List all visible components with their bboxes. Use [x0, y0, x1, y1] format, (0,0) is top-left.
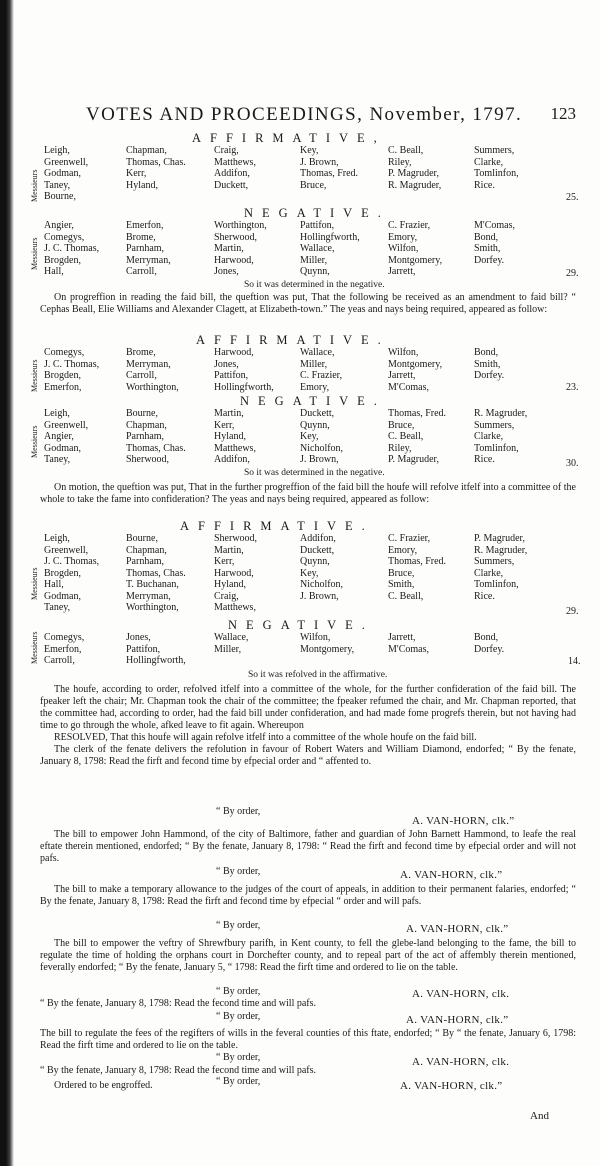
member-name: Bond, — [474, 347, 499, 358]
member-name: Martin, — [214, 408, 244, 419]
member-name: Greenwell, — [44, 156, 89, 168]
member-name: Hyland, — [126, 179, 158, 191]
name-column — [214, 632, 248, 655]
name-column — [474, 145, 519, 191]
vote3-negative-names — [44, 632, 584, 668]
by-order-5: “ By order, — [216, 1011, 261, 1022]
member-name: Emerfon, — [44, 643, 82, 655]
member-name: Key, — [300, 431, 319, 442]
name-column — [474, 533, 527, 602]
member-name: Summers, — [474, 419, 515, 431]
member-name: Addifon, — [214, 454, 250, 465]
member-name: Smith, — [388, 579, 415, 590]
member-name: Smith, — [474, 358, 501, 370]
name-column — [300, 145, 358, 191]
member-name: Parnham, — [126, 556, 165, 567]
name-column — [214, 408, 256, 466]
member-name: Key, — [300, 145, 319, 156]
member-name: J. Brown, — [300, 156, 339, 168]
member-name: Summers, — [474, 556, 515, 567]
member-name: Emerfon, — [126, 220, 164, 231]
member-name: Bruce, — [300, 179, 327, 191]
member-name: Hall, — [44, 266, 64, 277]
registers-bill-paragraph — [40, 1028, 576, 1052]
member-name: Hall, — [44, 579, 64, 590]
name-column — [388, 347, 442, 393]
member-name: Rice. — [474, 590, 495, 602]
member-name: Rice. — [474, 454, 495, 465]
name-column — [474, 220, 515, 266]
member-name: M'Comas, — [388, 381, 429, 393]
member-name: Miller, — [214, 643, 242, 655]
member-name: Wilfon, — [388, 347, 419, 358]
member-name: Craig, — [214, 590, 239, 602]
member-name: Comegys, — [44, 632, 85, 643]
member-name: C. Frazier, — [300, 370, 343, 381]
member-name: Dorfey. — [474, 254, 505, 266]
vote3-neg-messieurs: Messieurs — [30, 631, 39, 664]
member-name: Clarke, — [474, 431, 504, 442]
member-name: Jones, — [126, 632, 151, 643]
member-name: Carroll, — [126, 266, 157, 277]
by-order-2: “ By order, — [216, 866, 261, 877]
member-name: Worthington, — [214, 220, 267, 231]
member-name: C. Frazier, — [388, 533, 431, 544]
vote3-affirmative-count: 29. — [566, 606, 579, 617]
name-column — [126, 347, 179, 393]
name-column — [126, 220, 171, 278]
member-name: Godman, — [44, 442, 81, 454]
name-column — [300, 632, 354, 655]
member-name: Leigh, — [44, 533, 70, 544]
member-name: Emerfon, — [44, 381, 82, 393]
vote2-negative-names — [44, 408, 584, 468]
member-name: Harwood, — [214, 347, 254, 358]
senate-resolution-text: The clerk of the fenate delivers the refolution in favour of Robert Waters and William Diamond, endorfed; “ By the fenate, January 8, 1798: Read the firft and fecond time by efpecial order and “ affented to. — [40, 744, 576, 767]
member-name: R. Magruder, — [474, 544, 528, 556]
by-order-1: “ By order, — [216, 806, 261, 817]
member-name: Comegys, — [44, 347, 85, 358]
vote2-result: So it was determined in the negative. — [244, 468, 385, 478]
member-name: Riley, — [388, 442, 412, 454]
member-name: R. Magruder, — [388, 179, 442, 191]
member-name: P. Magruder, — [474, 533, 525, 544]
vote3-aff-messieurs: Messieurs — [30, 567, 39, 600]
member-name: Taney, — [44, 179, 71, 191]
member-name: Addifon, — [214, 168, 250, 179]
member-name: Merryman, — [126, 358, 171, 370]
vote2-affirmative-count: 23. — [566, 382, 579, 393]
vote3-result: So it was refolved in the affirmative. — [248, 670, 388, 680]
name-column — [388, 220, 442, 278]
member-name: Smith, — [474, 243, 501, 254]
name-column — [214, 220, 267, 278]
member-name: Emory, — [388, 231, 418, 243]
amendment-text: On progreffion in reading the faid bill, the queftion was put, That the following be received as an amendment to faid bill? “ Cephas Beall, Elie Williams and Alexander Clagett, at Elizabeth-town.” The yeas and nays being required, appeared as follow: — [40, 292, 576, 315]
motion-paragraph — [40, 482, 576, 506]
member-name: Chapman, — [126, 544, 167, 556]
member-name: Miller, — [300, 358, 328, 370]
member-name: R. Magruder, — [474, 408, 528, 419]
member-name: Angier, — [44, 220, 74, 231]
member-name: Bruce, — [388, 567, 415, 579]
member-name: Brogden, — [44, 567, 81, 579]
member-name: T. Buchanan, — [126, 579, 179, 590]
member-name: Matthews, — [214, 442, 256, 454]
name-column — [214, 145, 256, 191]
member-name: P. Magruder, — [388, 168, 439, 179]
signature-2: A. VAN-HORN, clk.” — [400, 869, 503, 881]
name-column — [388, 408, 446, 466]
member-name: Summers, — [474, 145, 515, 156]
member-name: Jarrett, — [388, 266, 416, 277]
member-name: Dorfey. — [474, 370, 505, 381]
read-second-time-line: “ By the fenate, January 8, 1798: Read the fecond time and will pafs. — [40, 998, 317, 1009]
member-name: Riley, — [388, 156, 412, 168]
vote1-result: So it was determined in the negative. — [244, 280, 385, 290]
member-name: Sherwood, — [214, 533, 258, 544]
member-name: Comegys, — [44, 231, 85, 243]
member-name: Key, — [300, 567, 319, 579]
signature-6: A. VAN-HORN, clk. — [412, 1056, 510, 1068]
member-name: Brogden, — [44, 370, 81, 381]
resolved-text: RESOLVED, That this houfe will again refolve itfelf into a committee of the whole houfe on the faid bill. — [54, 732, 477, 743]
member-name: Wilfon, — [388, 243, 419, 254]
member-name: Wallace, — [300, 243, 335, 254]
vote2-negative-count: 30. — [566, 458, 579, 469]
member-name: Tomlinfon, — [474, 579, 519, 590]
by-order-6: “ By order, — [216, 1052, 261, 1063]
member-name: Nicholfon, — [300, 442, 344, 454]
vote2-affirmative-names — [44, 347, 584, 395]
member-name: C. Beall, — [388, 145, 424, 156]
ordered-engrossed: Ordered to be engroffed. — [54, 1080, 153, 1091]
member-name: Miller, — [300, 254, 328, 266]
member-name: Leigh, — [44, 408, 70, 419]
name-column — [44, 347, 99, 393]
member-name: Hollingfworth, — [300, 231, 360, 243]
name-column — [214, 533, 257, 614]
shrewsbury-bill-paragraph — [40, 938, 576, 974]
vote2-affirmative-heading: AFFIRMATIVE. — [196, 333, 390, 347]
member-name: Pattifon, — [214, 370, 249, 381]
name-column — [44, 533, 99, 614]
member-name: Quynn, — [300, 419, 330, 431]
member-name: M'Comas, — [388, 643, 429, 655]
vote1-affirmative-count: 25. — [566, 192, 579, 203]
name-column — [388, 533, 446, 602]
name-column — [44, 408, 88, 466]
member-name: Martin, — [214, 243, 244, 254]
signature-1: A. VAN-HORN, clk.” — [412, 815, 515, 827]
member-name: Greenwell, — [44, 419, 89, 431]
name-column — [126, 408, 186, 466]
signature-5: A. VAN-HORN, clk.” — [406, 1014, 509, 1026]
catchword: And — [530, 1110, 549, 1122]
member-name: Merryman, — [126, 590, 171, 602]
name-column — [388, 145, 441, 191]
running-header — [86, 104, 576, 130]
member-name: J. Brown, — [300, 454, 339, 465]
member-name: Bond, — [474, 632, 499, 643]
member-name: Tomlinfon, — [474, 168, 519, 179]
member-name: Kerr, — [126, 168, 147, 179]
vote3-negative-count: 14. — [568, 656, 581, 667]
member-name: Martin, — [214, 544, 244, 556]
judges-bill-text: The bill to make a temporary allowance to the judges of the court of appeals, in addition to their permanent falaries, endorfed; “ By the fenate, January 8, 1798: Read the firft and fecond time by efpecial “ order and will pafs. — [40, 884, 576, 907]
member-name: Hollingfworth, — [214, 381, 274, 393]
member-name: J. C. Thomas, — [44, 243, 100, 254]
member-name: Thomas, Chas. — [126, 156, 186, 168]
vote1-negative-heading: NEGATIVE. — [244, 206, 390, 220]
member-name: Duckett, — [214, 179, 249, 191]
hammond-bill-paragraph — [40, 829, 576, 865]
member-name: Pattifon, — [126, 643, 161, 655]
committee-text: The houfe, according to order, refolved itfelf into a committee of the whole, for the further confideration of the faid bill. The fpeaker left the chair; Mr. Chapman took the chair of the committee; the fpeaker refumed the chair, and Mr. Chapman reported, that the committee had, according to order, had the faid bill under confideration, and had made fome progrefs therein, but not having had time to go through the whole, afked leave to fit again. Whereupon — [40, 684, 576, 731]
member-name: C. Frazier, — [388, 220, 431, 231]
name-column — [126, 632, 186, 667]
name-column — [126, 145, 186, 191]
member-name: Taney, — [44, 602, 71, 613]
member-name: Greenwell, — [44, 544, 89, 556]
header-title: VOTES AND PROCEEDINGS, November, 1797. — [86, 104, 523, 125]
member-name: Worthington, — [126, 381, 179, 393]
member-name: Kerr, — [214, 556, 235, 567]
member-name: Thomas, Chas. — [126, 567, 186, 579]
member-name: Jarrett, — [388, 370, 416, 381]
member-name: Hollingfworth, — [126, 655, 186, 666]
member-name: Thomas, Chas. — [126, 442, 186, 454]
member-name: Montgomery, — [388, 358, 443, 370]
member-name: Jarrett, — [388, 632, 416, 643]
vote1-negative-count: 29. — [566, 268, 579, 279]
member-name: Thomas, Fred. — [300, 168, 359, 179]
member-name: Rice. — [474, 179, 495, 191]
member-name: Pattifon, — [300, 220, 335, 231]
member-name: Kerr, — [214, 419, 235, 431]
signature-3: A. VAN-HORN, clk.” — [406, 923, 509, 935]
name-column — [474, 632, 504, 655]
member-name: Chapman, — [126, 145, 167, 156]
member-name: Sherwood, — [214, 231, 258, 243]
member-name: Harwood, — [214, 254, 254, 266]
member-name: Parnham, — [126, 431, 165, 442]
member-name: Angier, — [44, 431, 74, 442]
member-name: Jones, — [214, 358, 239, 370]
member-name: J. C. Thomas, — [44, 358, 100, 370]
member-name: Bourne, — [44, 191, 76, 202]
name-column — [44, 145, 88, 203]
name-column — [474, 347, 504, 382]
registers-bill-text: The bill to regulate the fees of the regifters of wills in the feveral counties of this ftate, endorfed; “ By “ the fenate, January 6, 1798: Read the firft time and ordered to lie on the table. — [40, 1028, 576, 1051]
judges-bill-paragraph — [40, 884, 576, 908]
page-binding-shadow — [0, 0, 14, 1166]
member-name: Wilfon, — [300, 632, 331, 643]
member-name: C. Beall, — [388, 590, 424, 602]
member-name: Brogden, — [44, 254, 81, 266]
name-column — [44, 220, 99, 278]
member-name: Brome, — [126, 231, 156, 243]
member-name: Bruce, — [388, 419, 415, 431]
page-number: 123 — [550, 104, 576, 123]
member-name: Godman, — [44, 168, 81, 179]
amendment-paragraph — [40, 292, 576, 316]
member-name: Parnham, — [126, 243, 165, 254]
vote1-neg-messieurs: Messieurs — [30, 237, 39, 270]
member-name: Merryman, — [126, 254, 171, 266]
member-name: Duckett, — [300, 544, 335, 556]
member-name: M'Comas, — [474, 220, 515, 231]
member-name: Chapman, — [126, 419, 167, 431]
member-name: Thomas, Fred. — [388, 556, 447, 567]
vote1-aff-messieurs: Messieurs — [30, 169, 39, 202]
vote1-negative-names — [44, 220, 584, 280]
name-column — [300, 220, 360, 278]
member-name: Montgomery, — [388, 254, 443, 266]
signature-7: A. VAN-HORN, clk.” — [400, 1080, 503, 1092]
member-name: Quynn, — [300, 266, 330, 277]
member-name: Hyland, — [214, 579, 246, 590]
motion-text: On motion, the queftion was put, That in the further progreffion of the faid bill the houfe will refolve itfelf into a committee of the whole to take the fame into confideration? The yeas and nays being required, appeared as follow: — [40, 482, 576, 505]
member-name: P. Magruder, — [388, 454, 439, 465]
member-name: Quynn, — [300, 556, 330, 567]
vote2-neg-messieurs: Messieurs — [30, 425, 39, 458]
member-name: Taney, — [44, 454, 71, 465]
committee-paragraph — [40, 684, 576, 768]
member-name: Tomlinfon, — [474, 442, 519, 454]
member-name: Clarke, — [474, 156, 504, 168]
member-name: Montgomery, — [300, 643, 355, 655]
member-name: Bourne, — [126, 533, 158, 544]
vote1-affirmative-names — [44, 145, 584, 205]
name-column — [214, 347, 274, 393]
vote2-negative-heading: NEGATIVE. — [240, 394, 386, 408]
read-second-time-line-2: “ By the fenate, January 8, 1798: Read the fecond time and will pafs. — [40, 1065, 317, 1076]
member-name: Matthews, — [214, 156, 256, 168]
member-name: Carroll, — [126, 370, 157, 381]
name-column — [126, 533, 186, 614]
vote3-negative-heading: NEGATIVE. — [228, 618, 374, 632]
hammond-bill-text: The bill to empower John Hammond, of the city of Baltimore, father and guardian of John Barnett Hammond, to leafe the real eftate therein mentioned, endorfed; “ By the fenate, January 8, 1798: “ Read the firft and fecond time by efpecial order and will not pafs. — [40, 829, 576, 864]
member-name: Wallace, — [214, 632, 249, 643]
by-order-7: “ By order, — [216, 1076, 261, 1087]
member-name: Emory, — [300, 381, 330, 393]
member-name: J. Brown, — [300, 590, 339, 602]
member-name: Sherwood, — [126, 454, 170, 465]
member-name: Clarke, — [474, 567, 504, 579]
member-name: Thomas, Fred. — [388, 408, 447, 419]
member-name: Bond, — [474, 231, 499, 243]
member-name: Matthews, — [214, 602, 256, 613]
member-name: C. Beall, — [388, 431, 424, 442]
member-name: Jones, — [214, 266, 239, 277]
member-name: Bourne, — [126, 408, 158, 419]
name-column — [44, 632, 84, 667]
vote3-affirmative-heading: AFFIRMATIVE. — [180, 519, 374, 533]
name-column — [300, 408, 343, 466]
name-column — [300, 533, 343, 602]
member-name: Leigh, — [44, 145, 70, 156]
vote2-aff-messieurs: Messieurs — [30, 359, 39, 392]
name-column — [474, 408, 527, 466]
name-column — [300, 347, 342, 393]
name-column — [388, 632, 429, 655]
member-name: Brome, — [126, 347, 156, 358]
member-name: Worthington, — [126, 602, 179, 613]
vote3-affirmative-names — [44, 533, 584, 617]
vote1-affirmative-heading: AFFIRMATIVE, — [192, 131, 386, 145]
by-order-3: “ By order, — [216, 920, 261, 931]
signature-4: A. VAN-HORN, clk. — [412, 988, 510, 1000]
member-name: Nicholfon, — [300, 579, 344, 590]
by-order-4: “ By order, — [216, 986, 261, 997]
shrewsbury-bill-text: The bill to empower the veftry of Shrewfbury parifh, in Kent county, to fell the glebe-land belonging to the fame, the bill to regulate the time of holding the orphans court in Dorchefter county, and to repeal part of the act of affembly therein mentioned, feverally endorfed; “ By the fenate, January 5, “ 1798: Read the firft time and ordered to lie on the table. — [40, 938, 576, 973]
member-name: Emory, — [388, 544, 418, 556]
member-name: Duckett, — [300, 408, 335, 419]
member-name: Wallace, — [300, 347, 335, 358]
member-name: J. C. Thomas, — [44, 556, 100, 567]
member-name: Hyland, — [214, 431, 246, 442]
member-name: Dorfey. — [474, 643, 505, 655]
member-name: Harwood, — [214, 567, 254, 579]
member-name: Godman, — [44, 590, 81, 602]
member-name: Craig, — [214, 145, 239, 156]
member-name: Addifon, — [300, 533, 336, 544]
member-name: Carroll, — [44, 655, 75, 666]
